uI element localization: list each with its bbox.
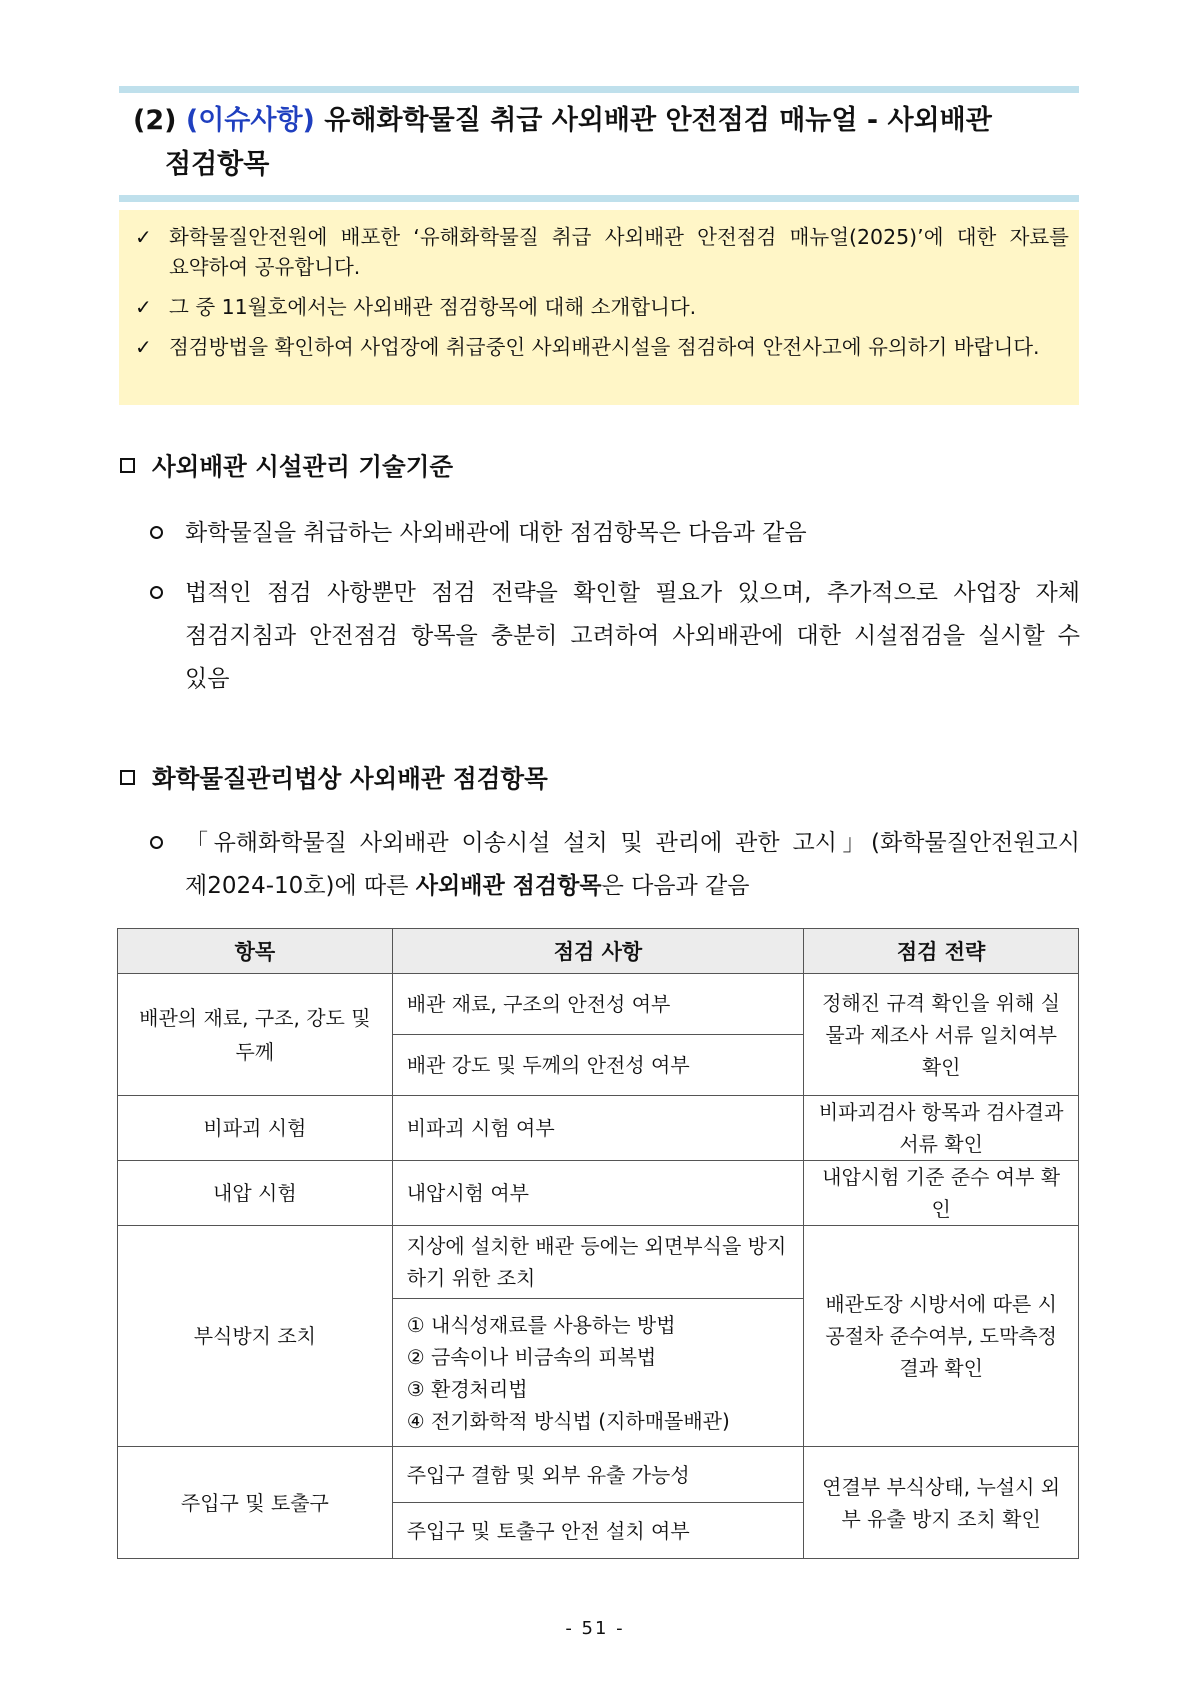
square-bullet-icon (120, 458, 135, 473)
section1-para1 (150, 512, 1080, 555)
cell-check: 내압시험 여부 (392, 1161, 804, 1226)
table-row (118, 974, 1079, 1035)
check-icon: ✓ (135, 225, 152, 249)
table-row (118, 1447, 1079, 1503)
table-row (118, 1161, 1079, 1226)
cell-item: 주입구 및 토출구 (118, 1447, 393, 1559)
notice-text: 그 중 11월호에서는 사외배관 점검항목에 대해 소개합니다. (169, 295, 697, 319)
circle-bullet-icon (150, 836, 163, 849)
cell-strategy: 내압시험 기준 준수 여부 확인 (804, 1161, 1079, 1226)
cell-check: 주입구 결함 및 외부 유출 가능성 (392, 1447, 804, 1503)
table-row (118, 1096, 1079, 1161)
header-strategy: 점검 전략 (804, 929, 1079, 974)
circle-bullet-icon (150, 586, 163, 599)
cell-strategy: 비파괴검사 항목과 검사결과 서류 확인 (804, 1096, 1079, 1161)
circle-bullet-icon (150, 526, 163, 539)
notice-text: 화학물질안전원에 배포한 ‘유해화학물질 취급 사외배관 안전점검 매뉴얼(2025)’에 대한 자료를 요약하여 공유합니다. (169, 225, 1069, 279)
section1-para2 (150, 572, 1080, 701)
notice-item (135, 332, 1069, 362)
section2-heading-text: 화학물질관리법상 사외배관 점검항목 (152, 764, 548, 793)
cell-check: 지상에 설치한 배관 등에는 외면부식을 방지하기 위한 조치 (392, 1226, 804, 1299)
square-bullet-icon (120, 770, 135, 785)
cell-item: 비파괴 시험 (118, 1096, 393, 1161)
page-number: - 51 - (565, 1618, 625, 1639)
notice-box (119, 210, 1079, 405)
table-row (118, 1226, 1079, 1299)
cell-check: 배관 재료, 구조의 안전성 여부 (392, 974, 804, 1035)
cell-check: 주입구 및 토출구 안전 설치 여부 (392, 1503, 804, 1559)
cell-check: 비파괴 시험 여부 (392, 1096, 804, 1161)
method-item: ① 내식성재료를 사용하는 방법 (406, 1312, 676, 1337)
para-text-pre: 「유해화학물질 사외배관 이송시설 설치 및 관리에 관한 고시」(화학물질안전원고시 제2024-10호)에 따른 (185, 830, 1080, 899)
cell-item: 부식방지 조치 (118, 1226, 393, 1447)
method-item: ④ 전기화학적 방식법 (지하매몰배관) (406, 1408, 730, 1433)
table-header-row (118, 929, 1079, 974)
header-item: 항목 (118, 929, 393, 974)
para-text-post: 은 다음과 같음 (601, 873, 750, 899)
title-top-bar (119, 86, 1079, 93)
header-check: 점검 사항 (392, 929, 804, 974)
title-issue-tag: (이슈사항) (185, 105, 315, 136)
title-number: (2) (133, 105, 177, 136)
cell-item: 배관의 재료, 구조, 강도 및 두께 (118, 974, 393, 1096)
para-text: 법적인 점검 사항뿐만 점검 전략을 확인할 필요가 있으며, 추가적으로 사업장 자체 점검지침과 안전점검 항목을 충분히 고려하여 사외배관에 대한 시설점검을 실시할 수 있음 (185, 580, 1080, 692)
notice-text: 점검방법을 확인하여 사업장에 취급중인 사외배관시설을 점검하여 안전사고에 유의하기 바랍니다. (169, 335, 1040, 359)
section1-heading-text: 사외배관 시설관리 기술기준 (152, 452, 454, 481)
section2-heading (120, 760, 548, 795)
inspection-table (117, 928, 1079, 1559)
check-icon: ✓ (135, 295, 152, 319)
notice-item (135, 222, 1069, 282)
cell-strategy: 정해진 규격 확인을 위해 실물과 제조사 서류 일치여부 확인 (804, 974, 1079, 1096)
section2-para (150, 822, 1080, 908)
title-line2: 점검항목 (165, 149, 270, 180)
method-item: ② 금속이나 비금속의 피복법 (406, 1344, 657, 1369)
cell-strategy: 연결부 부식상태, 누설시 외부 유출 방지 조치 확인 (804, 1447, 1079, 1559)
para-text-bold: 사외배관 점검항목 (415, 873, 602, 899)
section1-heading (120, 448, 453, 483)
notice-item (135, 292, 1069, 322)
para-text: 화학물질을 취급하는 사외배관에 대한 점검항목은 다음과 같음 (185, 520, 807, 546)
cell-item: 내압 시험 (118, 1161, 393, 1226)
check-icon: ✓ (135, 335, 152, 359)
para-text (185, 822, 1080, 908)
method-item: ③ 환경처리법 (406, 1376, 528, 1401)
title-line1: 유해화학물질 취급 사외배관 안전점검 매뉴얼 - 사외배관 (324, 105, 992, 136)
title-block (119, 86, 1079, 202)
cell-strategy: 배관도장 시방서에 따른 시공절차 준수여부, 도막측정 결과 확인 (804, 1226, 1079, 1447)
cell-check: 배관 강도 및 두께의 안전성 여부 (392, 1035, 804, 1096)
page-title (119, 93, 1079, 195)
cell-check-methods (392, 1299, 804, 1447)
title-bottom-bar (119, 195, 1079, 202)
